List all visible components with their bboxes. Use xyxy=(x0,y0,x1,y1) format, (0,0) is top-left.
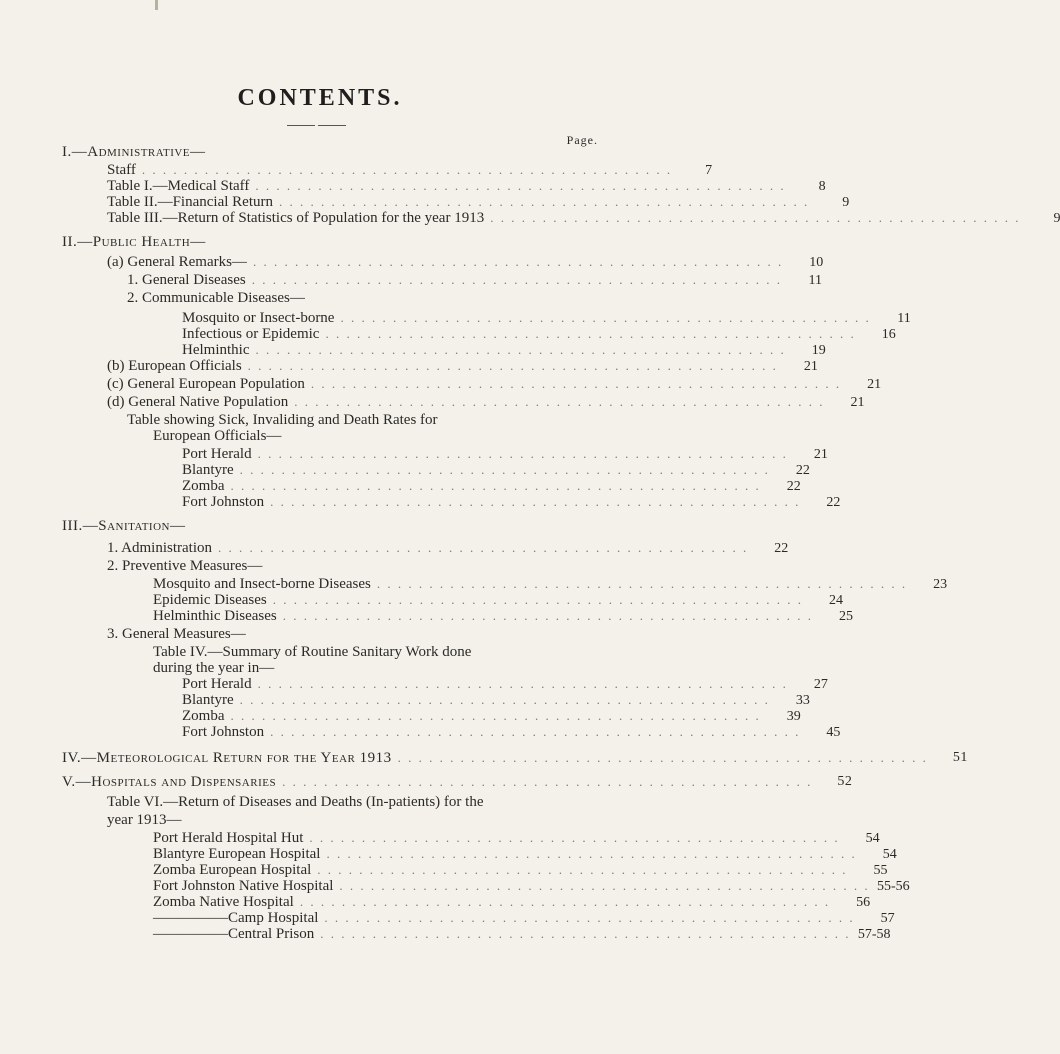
section-heading: I.—Administrative— xyxy=(62,144,206,160)
toc-subheading: Table showing Sick, Invaliding and Death Rates for xyxy=(127,412,438,428)
section-heading: IV.—Meteorological Return for the Year 1913 . . . . . . . . . . . . . . . . . . . . . . . . . . . . . . . . . . . . . . . . . . . . . . . . . . . 51 xyxy=(62,750,968,766)
toc-entry: Mosquito or Insect-borne . . . . . . . . . . . . . . . . . . . . . . . . . . . . . . . . . . . . . . . . . . . . . . . . . . . 11 xyxy=(182,310,911,326)
toc-subheading: 2. Communicable Diseases— xyxy=(127,290,305,306)
toc-entry: Port Herald Hospital Hut . . . . . . . . . . . . . . . . . . . . . . . . . . . . . . . . . . . . . . . . . . . . . . . . . . . 54 xyxy=(153,830,880,846)
toc-entry: Fort Johnston . . . . . . . . . . . . . . . . . . . . . . . . . . . . . . . . . . . . . . . . . . . . . . . . . . . 22 xyxy=(182,494,841,510)
toc-entry: Table III.—Return of Statistics of Population for the year 1913 . . . . . . . . . . . . . . . . . . . . . . . . . . . . . . . . . . . . . . . . . . . . . . . . . . . 9 xyxy=(107,210,1060,226)
toc-subheading: European Officials— xyxy=(153,428,282,444)
toc-subheading: during the year in— xyxy=(153,660,275,676)
toc-entry: Epidemic Diseases . . . . . . . . . . . . . . . . . . . . . . . . . . . . . . . . . . . . . . . . . . . . . . . . . . . 24 xyxy=(153,592,843,608)
toc-entry: Fort Johnston Native Hospital . . . . . . . . . . . . . . . . . . . . . . . . . . . . . . . . . . . . . . . . . . . . . . . . . . . 55-56 xyxy=(153,878,910,894)
toc-entry: Port Herald . . . . . . . . . . . . . . . . . . . . . . . . . . . . . . . . . . . . . . . . . . . . . . . . . . . 21 xyxy=(182,446,828,462)
toc-entry: —————Camp Hospital . . . . . . . . . . . . . . . . . . . . . . . . . . . . . . . . . . . . . . . . . . . . . . . . . . . 57 xyxy=(153,910,895,926)
toc-entry: Blantyre European Hospital . . . . . . . . . . . . . . . . . . . . . . . . . . . . . . . . . . . . . . . . . . . . . . . . . . . 54 xyxy=(153,846,897,862)
title-rule-left xyxy=(287,125,315,126)
toc-entry: (c) General European Population . . . . . . . . . . . . . . . . . . . . . . . . . . . . . . . . . . . . . . . . . . . . . . . . . . . 21 xyxy=(107,376,882,392)
toc-entry: Fort Johnston . . . . . . . . . . . . . . . . . . . . . . . . . . . . . . . . . . . . . . . . . . . . . . . . . . . 45 xyxy=(182,724,841,740)
toc-entry: Zomba European Hospital . . . . . . . . . . . . . . . . . . . . . . . . . . . . . . . . . . . . . . . . . . . . . . . . . . . 55 xyxy=(153,862,888,878)
page-column-header: Page. xyxy=(566,133,598,147)
toc-entry: Blantyre . . . . . . . . . . . . . . . . . . . . . . . . . . . . . . . . . . . . . . . . . . . . . . . . . . . 22 xyxy=(182,462,810,478)
toc-entry: 1. Administration . . . . . . . . . . . . . . . . . . . . . . . . . . . . . . . . . . . . . . . . . . . . . . . . . . . 22 xyxy=(107,540,789,556)
toc-entry: Table II.—Financial Return . . . . . . . . . . . . . . . . . . . . . . . . . . . . . . . . . . . . . . . . . . . . . . . . . . . 9 xyxy=(107,194,850,210)
toc-entry: Mosquito and Insect-borne Diseases . . . . . . . . . . . . . . . . . . . . . . . . . . . . . . . . . . . . . . . . . . . . . . . . . . . 23 xyxy=(153,576,948,592)
toc-entry: (b) European Officials . . . . . . . . . . . . . . . . . . . . . . . . . . . . . . . . . . . . . . . . . . . . . . . . . . . 21 xyxy=(107,358,818,374)
toc-entry: (a) General Remarks— . . . . . . . . . . . . . . . . . . . . . . . . . . . . . . . . . . . . . . . . . . . . . . . . . . . 10 xyxy=(107,254,824,270)
toc-subheading: 3. General Measures— xyxy=(107,626,246,642)
page-title: CONTENTS. xyxy=(237,85,403,111)
toc-entry: Blantyre . . . . . . . . . . . . . . . . . . . . . . . . . . . . . . . . . . . . . . . . . . . . . . . . . . . 33 xyxy=(182,692,810,708)
toc-subheading: Table VI.—Return of Diseases and Deaths (In-patients) for the xyxy=(107,794,484,810)
title-rule-right xyxy=(318,125,346,126)
toc-entry: Staff . . . . . . . . . . . . . . . . . . . . . . . . . . . . . . . . . . . . . . . . . . . . . . . . . . . 7 xyxy=(107,162,713,178)
toc-subheading: 2. Preventive Measures— xyxy=(107,558,263,574)
toc-entry: —————Central Prison . . . . . . . . . . . . . . . . . . . . . . . . . . . . . . . . . . . . . . . . . . . . . . . . . . . 57-58 xyxy=(153,926,891,942)
toc-entry: Infectious or Epidemic . . . . . . . . . . . . . . . . . . . . . . . . . . . . . . . . . . . . . . . . . . . . . . . . . . . 16 xyxy=(182,326,896,342)
toc-entry: Zomba Native Hospital . . . . . . . . . . . . . . . . . . . . . . . . . . . . . . . . . . . . . . . . . . . . . . . . . . . 56 xyxy=(153,894,871,910)
toc-entry: Helminthic . . . . . . . . . . . . . . . . . . . . . . . . . . . . . . . . . . . . . . . . . . . . . . . . . . . 19 xyxy=(182,342,826,358)
toc-entry: 1. General Diseases . . . . . . . . . . . . . . . . . . . . . . . . . . . . . . . . . . . . . . . . . . . . . . . . . . . 11 xyxy=(127,272,822,288)
toc-entry: Table I.—Medical Staff . . . . . . . . . . . . . . . . . . . . . . . . . . . . . . . . . . . . . . . . . . . . . . . . . . . 8 xyxy=(107,178,826,194)
toc-subheading: Table IV.—Summary of Routine Sanitary Work done xyxy=(153,644,472,660)
toc-entry: Port Herald . . . . . . . . . . . . . . . . . . . . . . . . . . . . . . . . . . . . . . . . . . . . . . . . . . . 27 xyxy=(182,676,828,692)
page-mark xyxy=(155,0,158,10)
toc-entry: Helminthic Diseases . . . . . . . . . . . . . . . . . . . . . . . . . . . . . . . . . . . . . . . . . . . . . . . . . . . 25 xyxy=(153,608,853,624)
toc-entry: (d) General Native Population . . . . . . . . . . . . . . . . . . . . . . . . . . . . . . . . . . . . . . . . . . . . . . . . . . . 21 xyxy=(107,394,865,410)
toc-entry: Zomba . . . . . . . . . . . . . . . . . . . . . . . . . . . . . . . . . . . . . . . . . . . . . . . . . . . 22 xyxy=(182,478,801,494)
toc-subheading: year 1913— xyxy=(107,812,182,828)
section-heading: III.—Sanitation— xyxy=(62,518,186,534)
section-heading: V.—Hospitals and Dispensaries . . . . . . . . . . . . . . . . . . . . . . . . . . . . . . . . . . . . . . . . . . . . . . . . . . . 52 xyxy=(62,774,853,790)
toc-entry: Zomba . . . . . . . . . . . . . . . . . . . . . . . . . . . . . . . . . . . . . . . . . . . . . . . . . . . 39 xyxy=(182,708,801,724)
section-heading: II.—Public Health— xyxy=(62,234,206,250)
